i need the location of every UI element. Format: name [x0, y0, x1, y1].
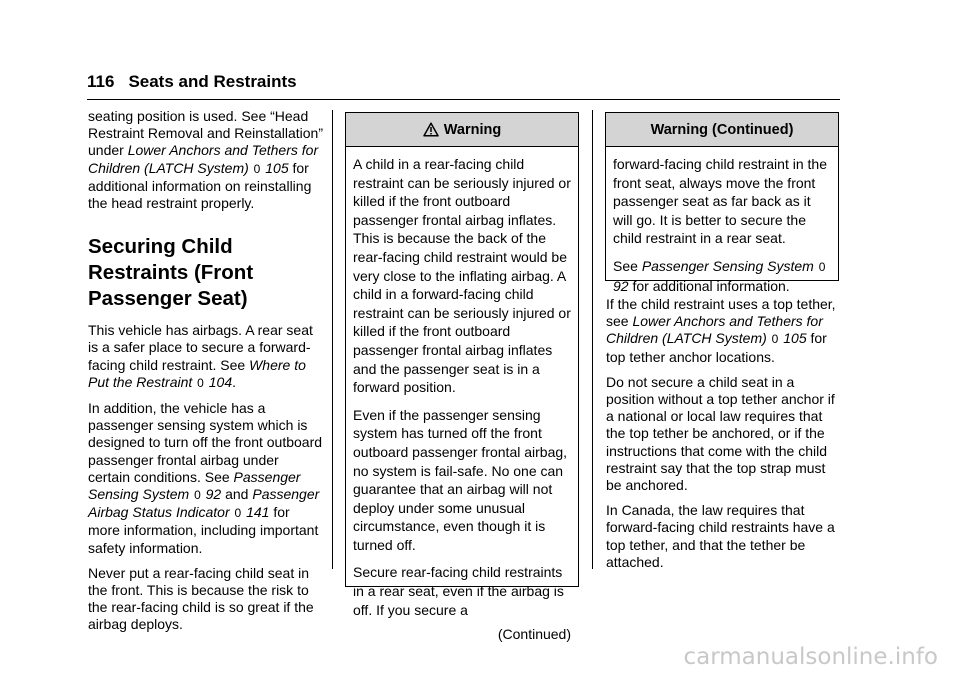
ref-title: Lower Anchors and Tethers for Children (LATCH System) [88, 142, 319, 176]
text: for top tether anchor locations. [606, 330, 827, 365]
text: If the child restraint uses a top tether, see [606, 296, 836, 330]
page-header [87, 72, 297, 92]
page-arrow-icon: 0 [253, 161, 261, 176]
text: and [221, 486, 253, 503]
text: for more information, including important safety information. [88, 504, 319, 556]
column-1 [88, 108, 324, 642]
paragraph-canada: In Canada, the law requires that forward-facing child restraints have a top tether, and that the tether be attached. [606, 502, 835, 570]
text: This vehicle has airbags. A rear seat is a safer place to secure a forward-facing child restraint. See [88, 322, 313, 373]
text: for additional information. [628, 277, 790, 294]
warning-paragraph: A child in a rear-facing child restraint can be seriously injured or killed if the front outboard passenger frontal airbag inflates. This is because the back of the rear-facing child restraint would be very close to the inflating airbag. A child in a forward-facing child restraint can be seriously injured or killed if the front outboard passenger frontal airbag inflates and the passenger seat is in a forward position. [353, 156, 571, 396]
ref-title: Passenger Sensing System [641, 257, 814, 274]
column-3 [606, 296, 838, 579]
ref-page: 104 [208, 373, 233, 390]
column-divider-right [592, 110, 593, 569]
warning-box-continued [605, 112, 839, 294]
watermark: carmanualsonline.info [683, 644, 938, 670]
paragraph-do-not-secure: Do not secure a child seat in a position without a top tether anchor if a national or local law requires that the top tether be anchored, or if the instructions that come with the child restraint say that the top strap must be anchored. [606, 373, 835, 494]
page-arrow-icon: 0 [234, 506, 242, 521]
warning-triangle-icon [423, 122, 439, 137]
ref-title: Passenger Airbag Status Indicator [88, 486, 320, 521]
ref-page: 92 [205, 486, 222, 503]
column-divider-left [332, 110, 333, 569]
page-arrow-icon: 0 [771, 332, 779, 347]
warning-body [606, 147, 838, 301]
warning-header [346, 113, 578, 147]
warning-header: Warning (Continued) [606, 113, 838, 147]
continued-label: (Continued) [497, 626, 571, 643]
text: See [613, 257, 642, 274]
paragraph-sensing-system [88, 400, 324, 557]
text: . [232, 373, 236, 390]
paragraph-never-rear-facing: Never put a rear-facing child seat in the front. This is because the risk to the rear-facing child is so great if the airbag deploys. [88, 564, 314, 633]
ref-title: Lower Anchors and Tethers for Children (LATCH System) [606, 313, 823, 347]
page-number: 116 [87, 72, 115, 91]
warning-paragraph [613, 257, 831, 295]
ref-page: 105 [265, 159, 289, 176]
paragraph-head-restraint [88, 108, 324, 212]
ref-page: 141 [246, 504, 270, 521]
page-arrow-icon: 0 [197, 375, 204, 390]
header-rule [87, 99, 840, 100]
text: In addition, the vehicle has a passenger sensing system which is designed to turn off the front outboard passenger frontal airbag under certain conditions. See [88, 400, 323, 485]
cross-reference-latch[interactable] [606, 313, 823, 346]
text: for additional information on reinstalling the head restraint properly. [88, 159, 312, 212]
ref-page: 105 [783, 330, 807, 347]
warning-title: Warning [443, 121, 502, 138]
page-arrow-icon: 0 [194, 488, 201, 503]
text: seating position is used. See “Head Restraint Removal and Reinstallation” under [88, 108, 323, 159]
warning-paragraph: Even if the passenger sensing system has turned off the front outboard passenger frontal airbag, no system is fail-safe. No one can guarantee that an airbag will not deploy under some unusual circumstance, even though it is turned off. [353, 406, 568, 553]
ref-title: Where to Put the Restraint [88, 356, 306, 390]
chapter-title: Seats and Restraints [128, 72, 297, 91]
warning-paragraph: forward-facing child restraint in the front seat, always move the front passenger seat as far back as it will go. It is better to secure the child restraint in a rear seat. [613, 156, 827, 247]
ref-title: Passenger Sensing System [88, 468, 301, 503]
paragraph-airbags [88, 322, 324, 392]
warning-body [346, 147, 578, 650]
warning-paragraph: Secure rear-facing child restraints in a rear seat, even if the airbag is off. If you secure a [353, 564, 564, 618]
paragraph-top-tether [606, 296, 838, 366]
warning-box [345, 112, 579, 643]
section-heading: Securing Child Restraints (Front Passenger Seat) [88, 235, 254, 311]
page-arrow-icon: 0 [818, 259, 826, 274]
ref-page: 92 [613, 277, 629, 294]
